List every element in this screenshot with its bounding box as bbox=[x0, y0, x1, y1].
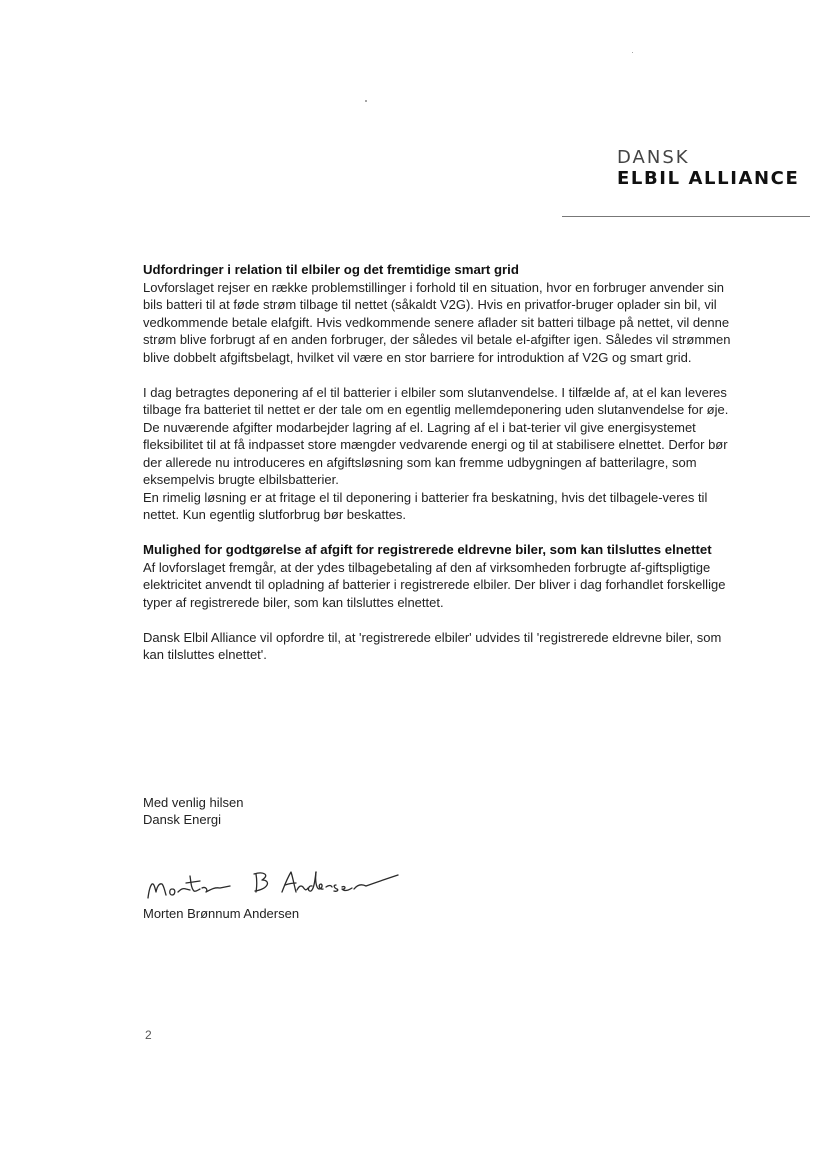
scan-speck bbox=[365, 100, 367, 102]
greeting: Med venlig hilsen bbox=[143, 795, 244, 810]
letter-body bbox=[143, 261, 733, 664]
handwritten-signature bbox=[140, 862, 404, 904]
paragraph-deponering: I dag betragtes deponering af el til batterier i elbiler som slutanvendelse. I tilfælde af, at el kan leveres tilbage fra batteriet til nettet er der tale om en egentlig mellemdeponering uden slutanvendelse for øje. De nuværende afgifter modarbejder lagring af el. Lagring af el i bat-terier vil give energisystemet fleksibilitet til at få indpasset store mængder vedvarende energi og til at stabilisere elnettet. Derfor bør der allerede nu introduceres en afgiftsløsning som kan fremme udbygningen af batterilagre, som eksempelvis brugte elbilsbatterier. bbox=[143, 384, 729, 487]
signer-name: Morten Brønnum Andersen bbox=[143, 906, 300, 921]
paragraph-tilbagebetaling: Af lovforslaget fremgår, at der ydes tilbagebetaling af den af virksomheden forbrugte af-giftspligtige elektricitet anvendt til opladning af batterier i registrerede elbiler. Der bliver i dag forhandlet forskellige typer af registrerede biler, som kan tilsluttes elnettet. bbox=[143, 559, 726, 610]
paragraph-gap bbox=[143, 366, 733, 384]
page-number: 2 bbox=[145, 1028, 152, 1042]
paragraph-gap bbox=[143, 611, 733, 629]
section-heading-smart-grid: Udfordringer i relation til elbiler og det fremtidige smart grid bbox=[143, 262, 519, 277]
paragraph-rimelig-loesning: En rimelig løsning er at fritage el til deponering i batterier fra beskatning, hvis det tilbagele-veres til nettet. Kun egentlig slutforbrug bør beskattes. bbox=[143, 489, 708, 522]
paragraph-opfordring: Dansk Elbil Alliance vil opfordre til, at 'registrerede elbiler' udvides til 'registrerede eldrevne biler, som kan tilsluttes elnettet'. bbox=[143, 629, 722, 662]
paragraph-v2g: Lovforslaget rejser en række problemstillinger i forhold til en situation, hvor en forbruger anvender sin bils batteri til at føde strøm tilbage til nettet (såkaldt V2G). Hvis en privatfor-bruger oplader sin bil, vil vedkommende betale elafgift. Hvis vedkommende senere aflader sit batteri tilbage på nettet, vil denne strøm blive forbrugt af en anden forbruger, der således vil betale el-afgifter igen. Således vil strømmen blive dobbelt afgiftsbelagt, hvilket vil være en stor barriere for introduktion af V2G og smart grid. bbox=[143, 279, 731, 365]
paragraph-gap bbox=[143, 524, 733, 542]
closing-block bbox=[143, 794, 243, 828]
scan-speck bbox=[632, 52, 633, 53]
organization-name: Dansk Energi bbox=[143, 812, 222, 827]
section-heading-godtgoerelse: Mulighed for godtgørelse af afgift for registrerede eldrevne biler, som kan tilsluttes elnettet bbox=[143, 542, 712, 557]
dansk-elbil-alliance-logo bbox=[617, 147, 799, 189]
logo-line-elbil-alliance: ELBIL ALLIANCE bbox=[617, 168, 800, 189]
header-rule bbox=[562, 216, 810, 217]
logo-line-dansk: DANSK bbox=[617, 147, 690, 168]
